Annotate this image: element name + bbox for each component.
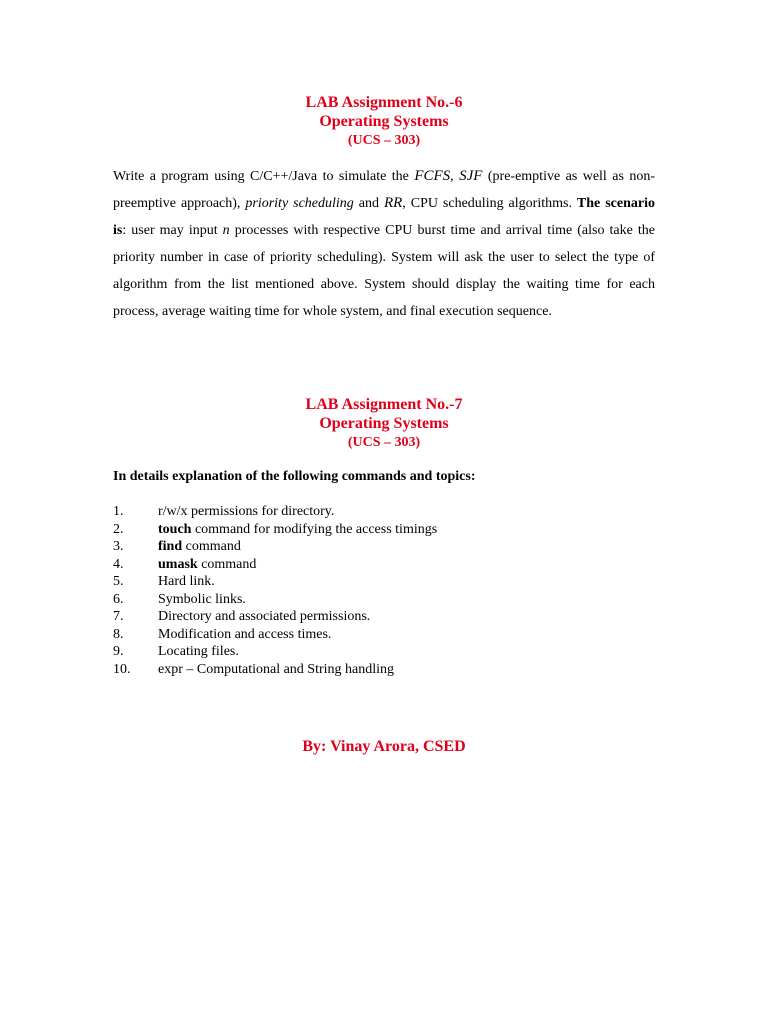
item-text [158, 538, 241, 556]
item-description: command [182, 539, 241, 554]
assignment-7-title: LAB Assignment No.-7 [305, 396, 463, 413]
assignment-7-heading [0, 395, 768, 452]
para-text: processes with respective CPU burst time and arrival time (also take the priority number in case of priority scheduling). System will ask the user to select the type of algorithm from the list mentioned above. System should display the waiting time for each process, average waiting time for whole system, and final execution sequence. [113, 223, 655, 320]
item-description: Modification and access times. [158, 626, 332, 642]
item-number: 7. [113, 609, 124, 624]
n-variable: n [222, 223, 230, 239]
item-number: 2. [113, 521, 124, 537]
list-item [113, 538, 673, 556]
list-item [113, 643, 673, 661]
item-text [158, 573, 215, 591]
item-description: expr – Computational and String handling [158, 661, 395, 677]
item-text [158, 661, 394, 679]
assignment-6-course: Operating Systems [319, 113, 449, 130]
item-number: 1. [113, 504, 124, 519]
priority-scheduling-term: priority scheduling [245, 196, 354, 212]
item-text [158, 521, 437, 539]
item-text [158, 556, 256, 574]
item-number: 8. [113, 626, 124, 642]
list-item [113, 608, 673, 626]
item-keyword: umask [158, 556, 198, 572]
item-keyword: touch [158, 521, 192, 537]
item-number: 9. [113, 644, 124, 659]
para-text: and [353, 196, 384, 212]
list-item [113, 591, 673, 609]
assignment-6-heading [0, 93, 768, 150]
item-description: Hard link. [158, 574, 215, 589]
list-item [113, 521, 673, 539]
list-item [113, 556, 673, 574]
para-text: , CPU scheduling algorithms. [402, 196, 577, 212]
assignment-7-course: Operating Systems [319, 415, 449, 432]
item-number: 6. [113, 591, 124, 607]
item-number: 4. [113, 556, 124, 572]
para-text: (pre-emptive as well as non-preemptive approach), [113, 169, 656, 212]
scenario-label: The scenario is [113, 196, 655, 239]
item-number: 5. [113, 574, 124, 589]
author-byline: By: Vinay Arora, CSED [302, 738, 466, 755]
assignment-6-title: LAB Assignment No.-6 [305, 94, 463, 111]
item-description: command for modifying the access timings [191, 521, 438, 537]
assignment-7-intro: In details explanation of the following commands and topics: [113, 469, 476, 484]
item-text [158, 503, 334, 521]
para-text: , [450, 169, 460, 184]
list-item [113, 503, 673, 521]
item-text [158, 608, 370, 626]
list-item [113, 573, 673, 591]
assignment-7-course-code: (UCS – 303) [347, 435, 421, 450]
para-text: : user may input [122, 223, 223, 239]
assignment-6-course-code: (UCS – 303) [347, 133, 421, 148]
list-item [113, 661, 673, 679]
item-description: r/w/x permissions for directory. [158, 504, 335, 519]
sjf-term: SJF [459, 168, 483, 184]
rr-term: RR [383, 195, 403, 212]
assignment-6-description [113, 163, 655, 326]
item-description: command [197, 556, 257, 572]
para-text: Write a program using C/C++/Java to simulate the [113, 169, 415, 184]
item-number: 3. [113, 539, 124, 554]
item-description: Symbolic links. [158, 591, 246, 607]
commands-list [113, 503, 673, 678]
item-description: Locating files. [158, 644, 239, 659]
item-keyword: find [158, 539, 183, 554]
item-number: 10. [113, 661, 131, 677]
item-text [158, 626, 331, 644]
item-text [158, 643, 239, 661]
item-text [158, 591, 246, 609]
list-item [113, 626, 673, 644]
item-description: Directory and associated permissions. [158, 609, 371, 624]
fcfs-term: FCFS [414, 168, 451, 184]
